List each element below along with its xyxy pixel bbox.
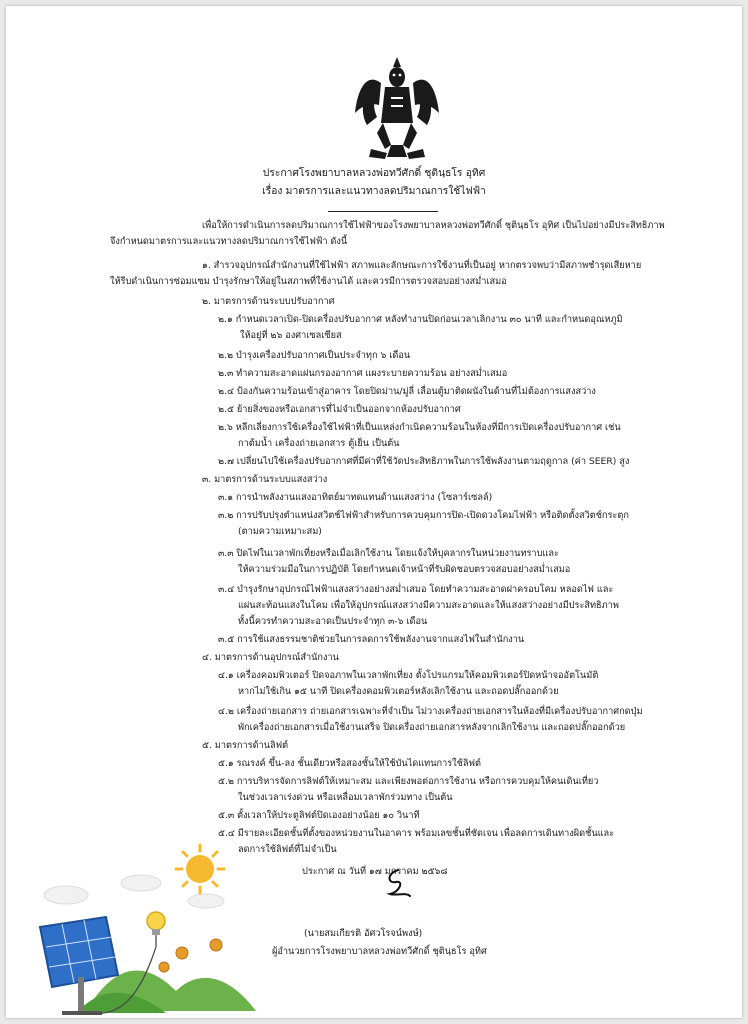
announcement-title: ประกาศโรงพยาบาลหลวงพ่อทวีศักดิ์ ชุตินฺธโร อุทิศ	[262, 167, 486, 179]
section-5-item: ๕.๔ มีรายละเอียดชั้นที่ตั้งของหน่วยงานในอาคาร พร้อมเลขชั้นที่ชัดเจน เพื่อลดการเดินทางผิดชั้นและ	[218, 828, 615, 839]
section-5-heading: ๕. มาตรการด้านลิฟต์	[202, 740, 289, 751]
section-3-item: ๓.๔ บำรุงรักษาอุปกรณ์ไฟฟ้าแสงสว่างอย่างสม่ำเสมอ โดยทำความสะอาดฝาครอบโคม หลอดไฟ และ	[218, 584, 614, 595]
section-4-heading: ๔. มาตรการด้านอุปกรณ์สำนักงาน	[202, 652, 339, 663]
signature-mark	[366, 866, 426, 900]
section-2-item: ๒.๔ ป้องกันความร้อนเข้าสู่อาคาร โดยปิดม่าน/มู่ลี่ เลื่อนตู้มาติดผนังในด้านที่ไม่ต้องการแสงสว่าง	[218, 386, 596, 397]
intro-line: จึงกำหนดมาตรการและแนวทางลดปริมาณการใช้ไฟฟ้า ดังนี้	[110, 236, 348, 247]
section-4-item: ๔.๒ เครื่องถ่ายเอกสาร ถ่ายเอกสารเฉพาะที่จำเป็น ไม่วางเครื่องถ่ายเอกสารในห้องที่มีเครื่องปรับอากาศกดปุ่ม	[218, 706, 643, 717]
section-2-item: ๒.๕ ย้ายสิ่งของหรือเอกสารที่ไม่จำเป็นออกจากห้องปรับอากาศ	[218, 404, 461, 415]
section-2-item: ๒.๖ หลีกเลี่ยงการใช้เครื่องใช้ไฟฟ้าที่เป็นแหล่งกำเนิดความร้อนในห้องที่มีการเปิดเครื่องปรับอากาศ เช่น	[218, 422, 621, 433]
section-5-item: ๕.๑ รณรงค์ ขึ้น-ลง ชั้นเดียวหรือสองชั้นให้ใช้บันไดแทนการใช้ลิฟต์	[218, 758, 481, 769]
section-3-item-cont: ให้ความร่วมมือในการปฏิบัติ โดยกำหนดเจ้าหน้าที่รับผิดชอบตรวจสอบอย่างสม่ำเสมอ	[238, 564, 571, 575]
section-3-item: ๓.๑ การนำพลังงานแสงอาทิตย์มาทดแทนด้านแสงสว่าง (โซลาร์เซลล์)	[218, 492, 493, 503]
section-3-item-cont: แผ่นสะท้อนแสงในโคม เพื่อให้อุปกรณ์แสงสว่างมีความสะอาดและให้แสงสว่างอย่างมีประสิทธิภาพ	[238, 600, 619, 611]
section-3-item: ๓.๓ ปิดไฟในเวลาพักเที่ยงหรือเมื่อเลิกใช้งาน โดยแจ้งให้บุคลากรในหน่วยงานทราบและ	[218, 548, 559, 559]
section-4-item: ๔.๑ เครื่องคอมพิวเตอร์ ปิดจอภาพในเวลาพักเที่ยง ตั้งโปรแกรมให้คอมพิวเตอร์ปิดหน้าจออัตโนมัติ	[218, 670, 599, 681]
energy-illustration	[26, 841, 266, 1018]
section-2-item: ๒.๓ ทำความสะอาดแผ่นกรองอากาศ แผงระบายความร้อน อย่างสม่ำเสมอ	[218, 368, 508, 379]
garuda-emblem-icon	[351, 53, 443, 163]
section-3-item-cont: ทั้งนี้ควรทำความสะอาดเป็นประจำทุก ๓-๖ เดือน	[238, 616, 428, 627]
item-1-line: ๑. สำรวจอุปกรณ์สำนักงานที่ใช้ไฟฟ้า สภาพและลักษณะการใช้งานที่เป็นอยู่ หากตรวจพบว่ามีสภาพชำรุดเสียหาย	[202, 260, 642, 271]
section-5-item: ๕.๓ ตั้งเวลาให้ประตูลิฟต์ปิดเองอย่างน้อย ๑๐ วินาที	[218, 810, 420, 821]
section-3-item: ๓.๒ การปรับปรุงตำแหน่งสวิตช์ไฟฟ้าสำหรับการควบคุมการปิด-เปิดดวงโคมไฟฟ้า หรือติดตั้งสวิตช์กระตุก	[218, 510, 629, 521]
section-2-item-cont: ให้อยู่ที่ ๒๖ องศาเซลเซียส	[240, 330, 342, 341]
signer-name: (นายสมเกียรติ อัศวโรจน์พงษ์)	[304, 928, 423, 939]
section-2-item-cont: กาต้มน้ำ เครื่องถ่ายเอกสาร ตู้เย็น เป็นต้น	[238, 438, 400, 449]
section-4-item-cont: พักเครื่องถ่ายเอกสารเมื่อใช้งานเสร็จ ปิดเครื่องถ่ายเอกสารหลังจากเลิกใช้งาน และถอดปลั๊กออกด้วย	[238, 722, 626, 733]
signer-position: ผู้อำนวยการโรงพยาบาลหลวงพ่อทวีศักดิ์ ชุตินฺธโร อุทิศ	[272, 946, 487, 957]
section-4-item-cont: หากไม่ใช้เกิน ๑๕ นาที ปิดเครื่องคอมพิวเตอร์หลังเลิกใช้งาน และถอดปลั๊กออกด้วย	[238, 686, 559, 697]
coin-icon	[159, 939, 222, 972]
section-2-item: ๒.๗ เปลี่ยนไปใช้เครื่องปรับอากาศที่มีค่าที่ใช้วัดประสิทธิภาพในการใช้พลังงานตามฤดูกาล (ค่า SEER) สูง	[218, 456, 630, 467]
section-3-item: ๓.๕ การใช้แสงธรรมชาติช่วยในการลดการใช้พลังงานจากแสงไฟในสำนักงาน	[218, 634, 525, 645]
section-2-heading: ๒. มาตรการด้านระบบปรับอากาศ	[202, 296, 335, 307]
announcement-subject: เรื่อง มาตรการและแนวทางลดปริมาณการใช้ไฟฟ้า	[262, 185, 486, 197]
section-2-item: ๒.๑ กำหนดเวลาเปิด-ปิดเครื่องปรับอากาศ หลังทำงานปิดก่อนเวลาเลิกงาน ๓๐ นาที และกำหนดอุณหภูมิ	[218, 314, 623, 325]
announcement-heading	[6, 164, 742, 200]
document-page	[6, 6, 742, 1018]
announcement-date: ประกาศ ณ วันที่ ๑๗ มกราคม ๒๕๖๘	[302, 866, 448, 877]
section-5-item-cont: ลดการใช้ลิฟต์ที่ไม่จำเป็น	[238, 844, 337, 855]
intro-line: เพื่อให้การดำเนินการลดปริมาณการใช้ไฟฟ้าของโรงพยาบาลหลวงพ่อทวีศักดิ์ ชุตินฺธโร อุทิศ เป็นไปอย่างมีประสิทธิภาพ	[202, 220, 665, 231]
section-5-item-cont: ในช่วงเวลาเร่งด่วน หรือเหลื่อมเวลาพักร่วมทาง เป็นต้น	[238, 792, 453, 803]
section-3-item-cont: (ตามความเหมาะสม)	[238, 526, 322, 537]
section-5-item: ๕.๒ การบริหารจัดการลิฟต์ให้เหมาะสม และเพียงพอต่อการใช้งาน หรือการควบคุมให้คนเดินเที่ยว	[218, 776, 599, 787]
section-3-heading: ๓. มาตรการด้านระบบแสงสว่าง	[202, 474, 328, 485]
section-2-item: ๒.๒ บำรุงเครื่องปรับอากาศเป็นประจำทุก ๖ เดือน	[218, 350, 411, 361]
title-divider	[328, 211, 438, 212]
item-1-line: ให้รีบดำเนินการซ่อมแซม บำรุงรักษาให้อยู่ในสภาพที่ใช้งานได้ และควรมีการตรวจสอบอย่างสม่ำเสมอ	[110, 276, 507, 287]
light-bulb-icon	[147, 912, 165, 947]
sun-icon	[176, 845, 224, 893]
